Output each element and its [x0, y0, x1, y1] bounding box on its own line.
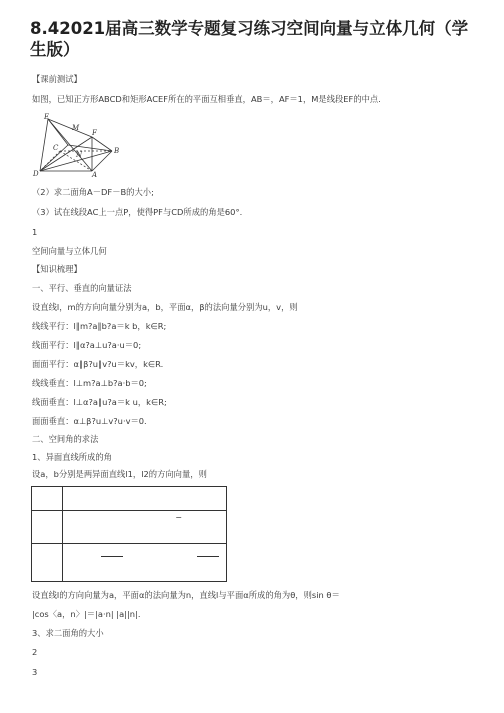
fraction-bar	[197, 556, 219, 557]
rule-plane-plane-perpendicular: 面面垂直：α⊥β?u⊥v?u·v＝0.	[32, 416, 147, 426]
rule-line-plane-perpendicular: 线面垂直：l⊥α?a∥u?a＝k u，k∈R;	[32, 397, 167, 407]
edge-ed	[40, 119, 48, 171]
heading-dihedral-angle: 3、求二面角的大小	[32, 628, 104, 638]
question-3: （3）试在线段AC上一点P，使得PF与CD所成的角是60°.	[32, 207, 243, 217]
document-title: 8.42021届高三数学专题复习练习空间向量与立体几何（学生版）	[30, 19, 469, 59]
table-cell	[32, 487, 63, 511]
label-f: F	[92, 129, 97, 137]
fraction-bar	[101, 556, 123, 557]
section-title: 空间向量与立体几何	[32, 246, 107, 256]
page-number: 1	[32, 227, 38, 237]
angle-formula-table	[31, 486, 227, 582]
geometry-figure	[32, 113, 122, 177]
label-e: E	[44, 113, 50, 121]
table-cell	[32, 511, 63, 544]
page-number: 3	[32, 667, 38, 677]
heading-space-angles: 二、空间角的求法	[32, 434, 99, 444]
table-cell	[32, 544, 63, 582]
table-cell	[62, 487, 226, 511]
table-cell	[62, 544, 226, 582]
label-b: B	[114, 147, 120, 155]
formula-sin-theta: |cos〈a，n〉|＝|a·n| |a||n|.	[32, 609, 141, 619]
label-m: M	[72, 124, 80, 132]
minus-mark: −	[175, 513, 182, 522]
rule-plane-plane-parallel: 面面平行：α∥β?u∥v?u＝kv，k∈R.	[32, 359, 164, 369]
rule-line-line-perpendicular: 线线垂直：l⊥m?a⊥b?a·b＝0;	[32, 378, 147, 388]
section-heading-pretest: 【课前测试】	[32, 74, 82, 84]
label-d: D	[33, 170, 39, 177]
text-line-plane-angle: 设直线l的方向向量为a，平面α的法向量为n，直线l与平面α所成的角为θ，则sin θ＝	[32, 590, 340, 600]
heading-skew-lines-angle: 1、异面直线所成的角	[32, 452, 112, 462]
text-skew-lines: 设a，b分别是两异面直线l1，l2的方向向量，则	[32, 469, 207, 479]
label-c: C	[53, 144, 59, 152]
question-2: （2）求二面角A－DF－B的大小;	[32, 187, 154, 197]
text-setup: 设直线l，m的方向向量分别为a，b，平面α，β的法向量分别为u，v，则	[32, 302, 298, 312]
section-heading-knowledge: 【知识梳理】	[32, 264, 82, 274]
page-number: 2	[32, 647, 38, 657]
table-cell	[62, 511, 226, 544]
label-n: N	[76, 151, 83, 159]
heading-vector-proof: 一、平行、垂直的向量证法	[32, 283, 132, 293]
rule-line-plane-parallel: 线面平行：l∥α?a⊥u?a·u＝0;	[32, 340, 142, 350]
rule-line-line-parallel: 线线平行：l∥m?a∥b?a＝k b，k∈R;	[32, 321, 167, 331]
label-a: A	[92, 171, 98, 177]
problem-statement: 如图，已知正方形ABCD和矩形ACEF所在的平面互相垂直，AB＝，AF＝1，M是线段EF的中点.	[32, 94, 381, 104]
